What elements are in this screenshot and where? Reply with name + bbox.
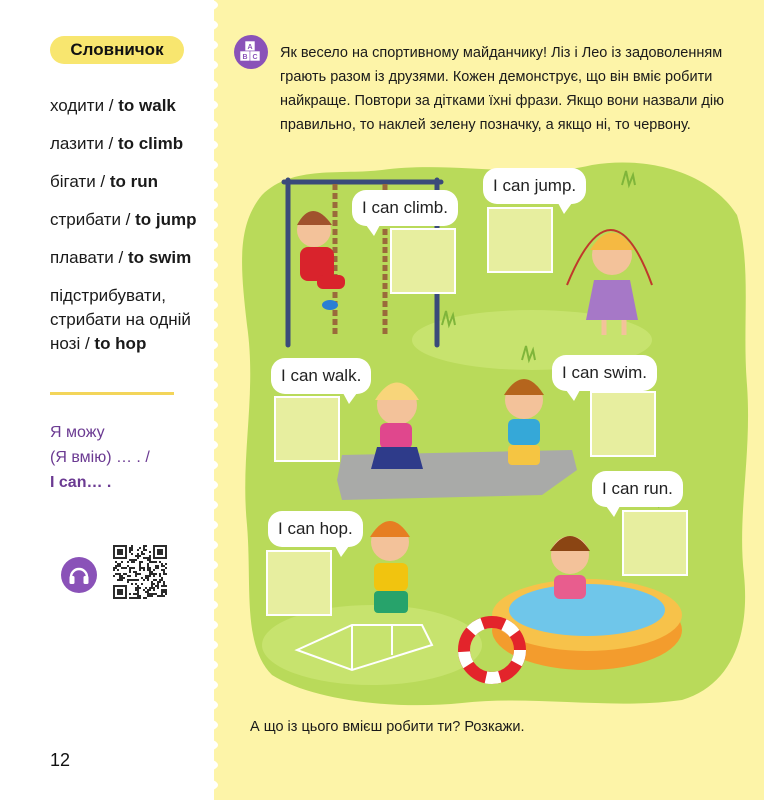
vocab-en: to climb: [117, 134, 184, 153]
child-running: [504, 379, 544, 465]
vocab-ua: підстрибувати, стрибати на одній нозі /: [50, 286, 191, 353]
grass-patch: [262, 605, 482, 685]
vocab-item-run: [50, 170, 210, 194]
svg-text:A: A: [247, 44, 253, 51]
child-swimming: [550, 536, 590, 599]
bubble-jump: I can jump.: [483, 168, 586, 204]
vocab-en: to walk: [118, 96, 176, 115]
vocab-item-walk: [50, 94, 210, 118]
bottom-question: А що із цього вмієш робити ти? Розкажи.: [250, 719, 525, 735]
vocab-item-swim: [50, 246, 210, 270]
vocab-ua: стрибати /: [50, 210, 136, 229]
sticker-box-jump[interactable]: [487, 207, 553, 273]
vocab-item-hop: [50, 284, 210, 356]
bubble-walk: I can walk.: [271, 358, 371, 394]
instructions-text: Як весело на спортивному майданчику! Ліз і Лео із задоволенням грають разом із друзями. Кожен демонструє, що він вміє робити найкраще. Повтори за дітками їхні фрази. Якщо вони назвали дію правильно, то наклей зелену позначку, а якщо ні, то червону.: [280, 45, 724, 133]
i-can-english: I can… .: [50, 474, 112, 491]
vocab-ua: плавати /: [50, 248, 128, 267]
vocab-ua: бігати /: [50, 172, 110, 191]
divider: [50, 392, 174, 395]
sticker-box-swim[interactable]: [590, 391, 656, 457]
sticker-box-walk[interactable]: [274, 396, 340, 462]
bubble-hop: I can hop.: [268, 511, 363, 547]
pavement-path: [337, 450, 577, 500]
abc-blocks-icon: [234, 35, 268, 69]
page-number: 12: [50, 750, 71, 770]
headphones-icon[interactable]: [61, 557, 97, 593]
vocab-en: to swim: [127, 248, 192, 267]
i-can-line: (Я вмію) … . /: [50, 449, 150, 466]
child-hopping: [370, 521, 410, 613]
abc-blocks-glyph: [234, 35, 268, 69]
sticker-box-climb[interactable]: [390, 228, 456, 294]
sticker-box-hop[interactable]: [266, 550, 332, 616]
vocab-ua: лазити /: [50, 134, 118, 153]
vocab-en: to jump: [135, 210, 197, 229]
vocabulary-title: Словничок: [50, 36, 184, 64]
qr-code[interactable]: [113, 545, 167, 599]
vocab-item-jump: [50, 208, 210, 232]
i-can-phrase: [50, 420, 200, 495]
bubble-run: I can run.: [592, 471, 683, 507]
headphones-icon-glyph: [61, 557, 97, 593]
vocab-item-climb: [50, 132, 210, 156]
svg-text:C: C: [252, 54, 258, 61]
bubble-climb: I can climb.: [352, 190, 458, 226]
i-can-line: [50, 470, 200, 495]
i-can-line: Я можу: [50, 424, 105, 441]
svg-text:B: B: [242, 54, 248, 61]
bubble-swim: I can swim.: [552, 355, 657, 391]
vocabulary-list: [50, 94, 210, 370]
vocab-en: to hop: [94, 334, 147, 353]
vocab-en: to run: [109, 172, 159, 191]
vocab-ua: ходити /: [50, 96, 119, 115]
sticker-box-run[interactable]: [622, 510, 688, 576]
